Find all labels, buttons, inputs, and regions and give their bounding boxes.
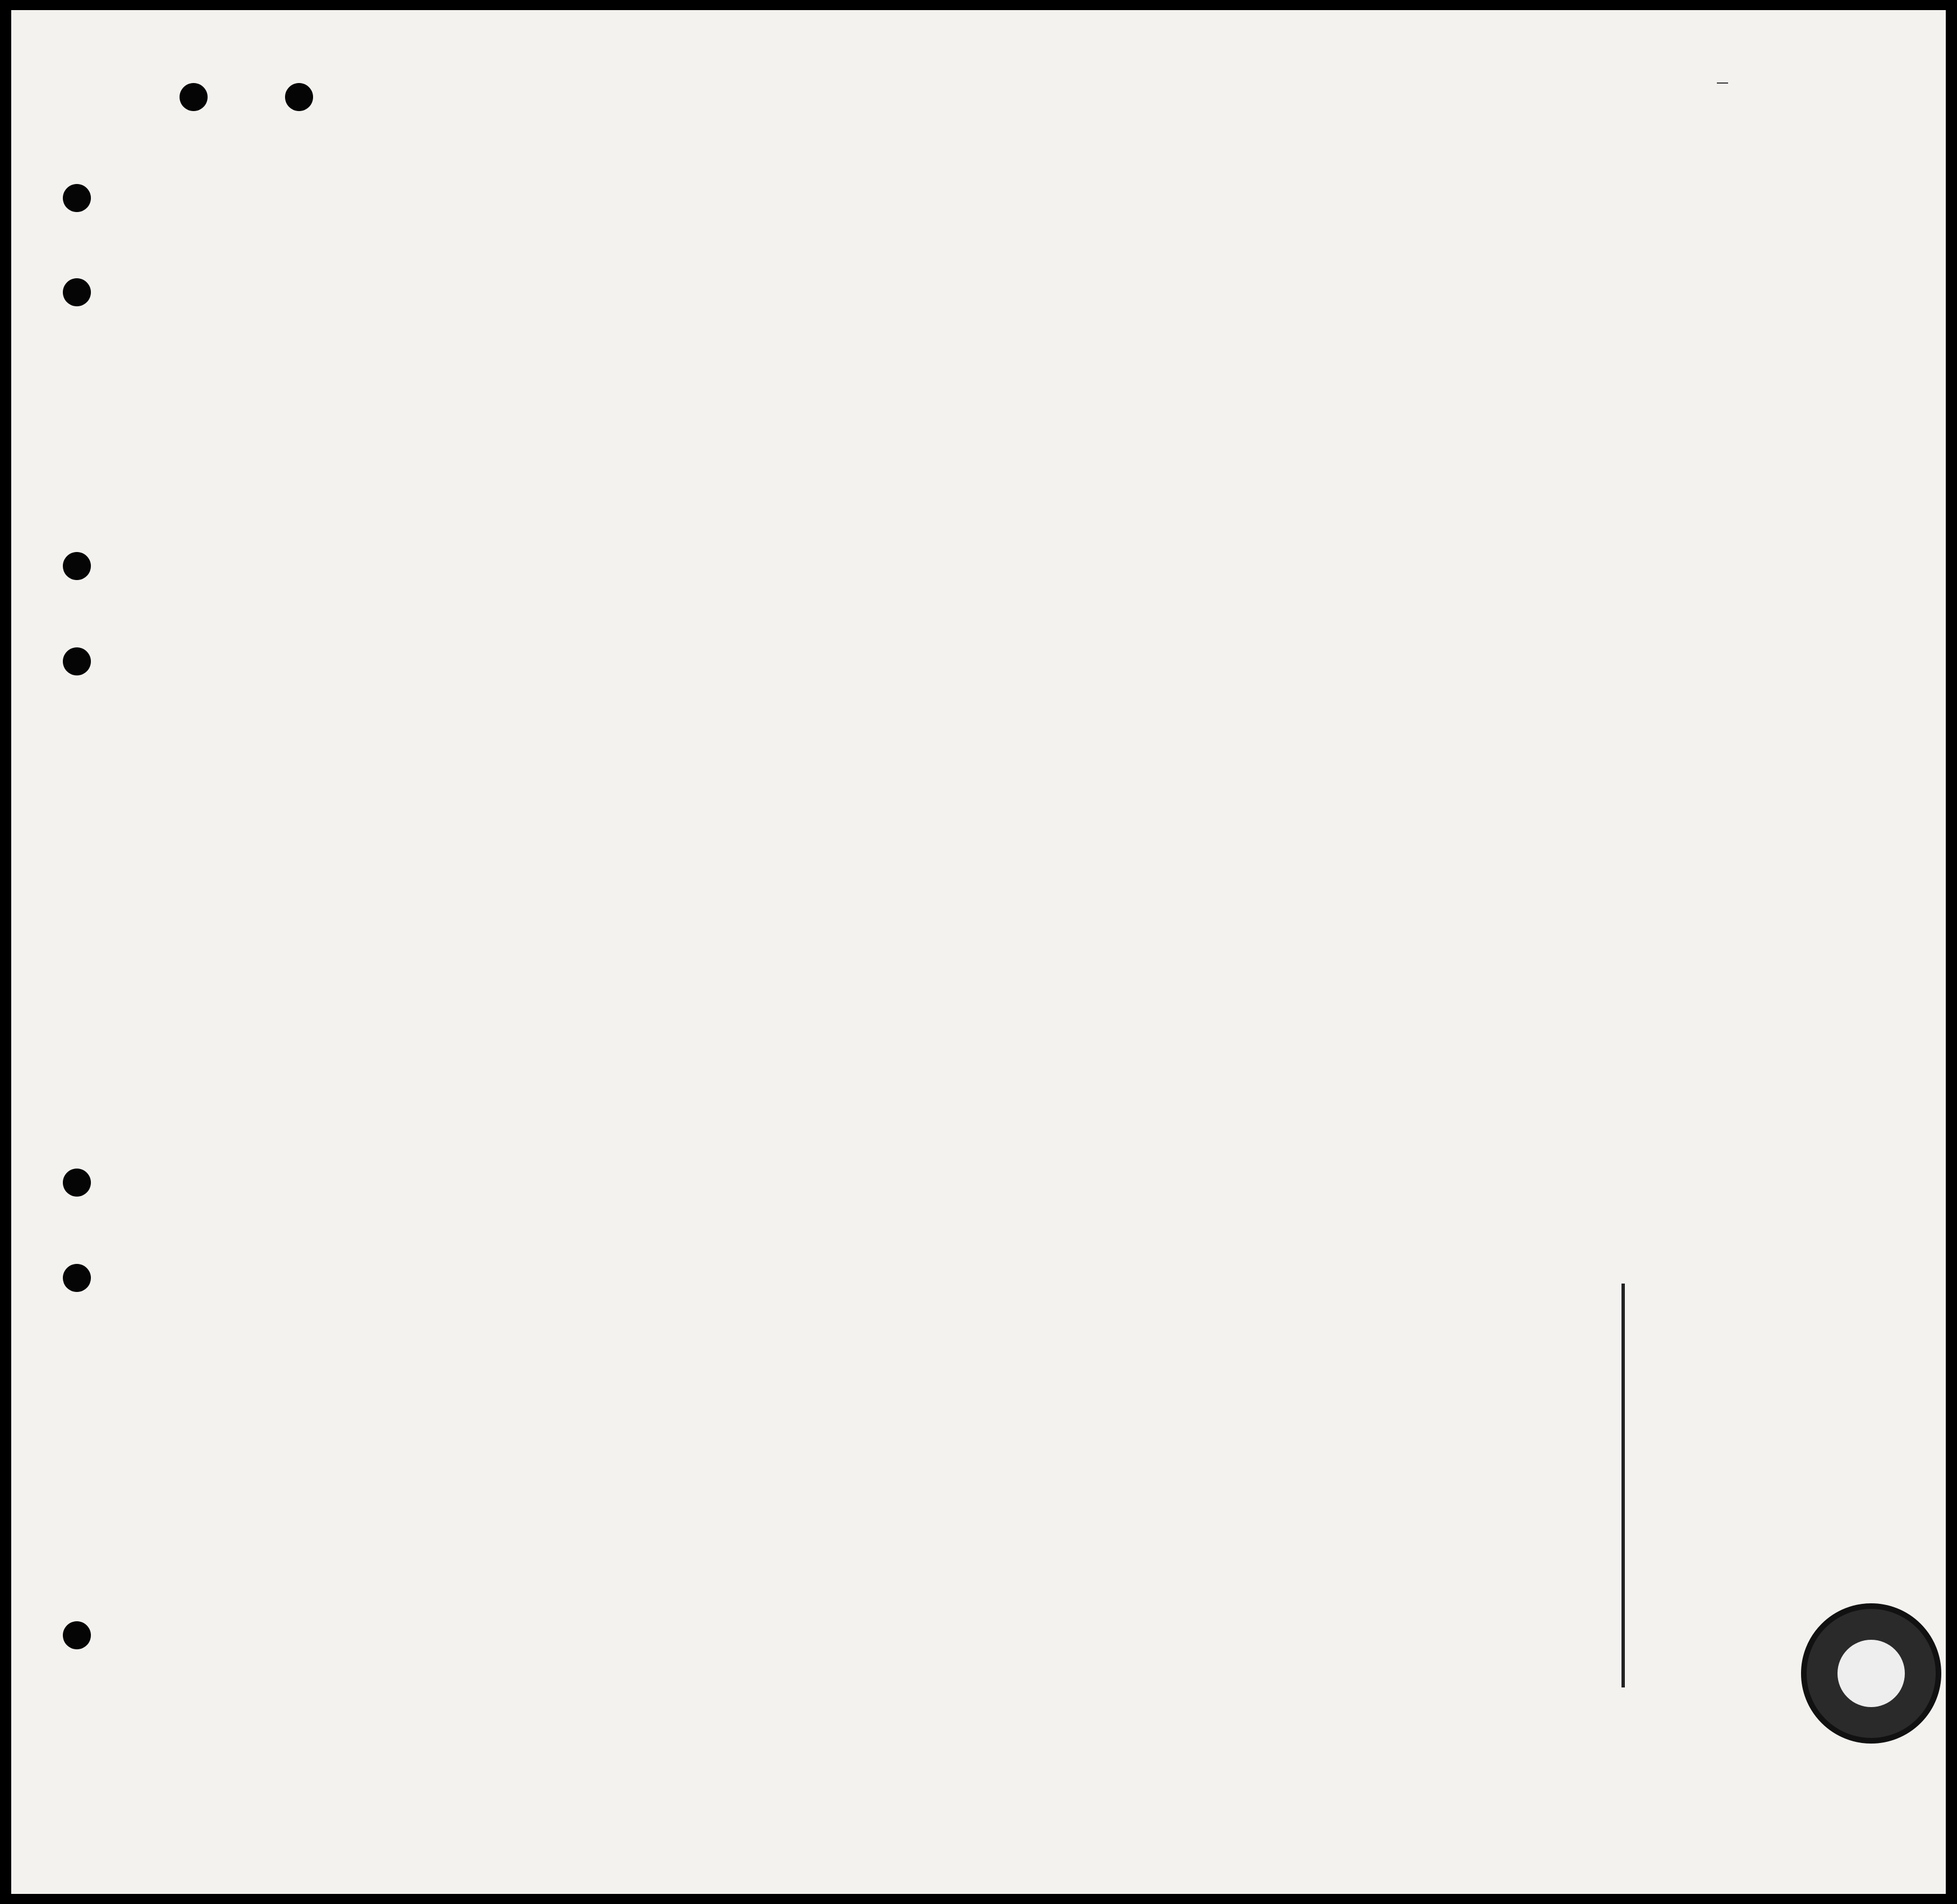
consular-seal — [1801, 1603, 1941, 1744]
manifest-sheet — [11, 10, 1946, 1894]
consular-stamp — [1621, 1284, 1838, 1687]
